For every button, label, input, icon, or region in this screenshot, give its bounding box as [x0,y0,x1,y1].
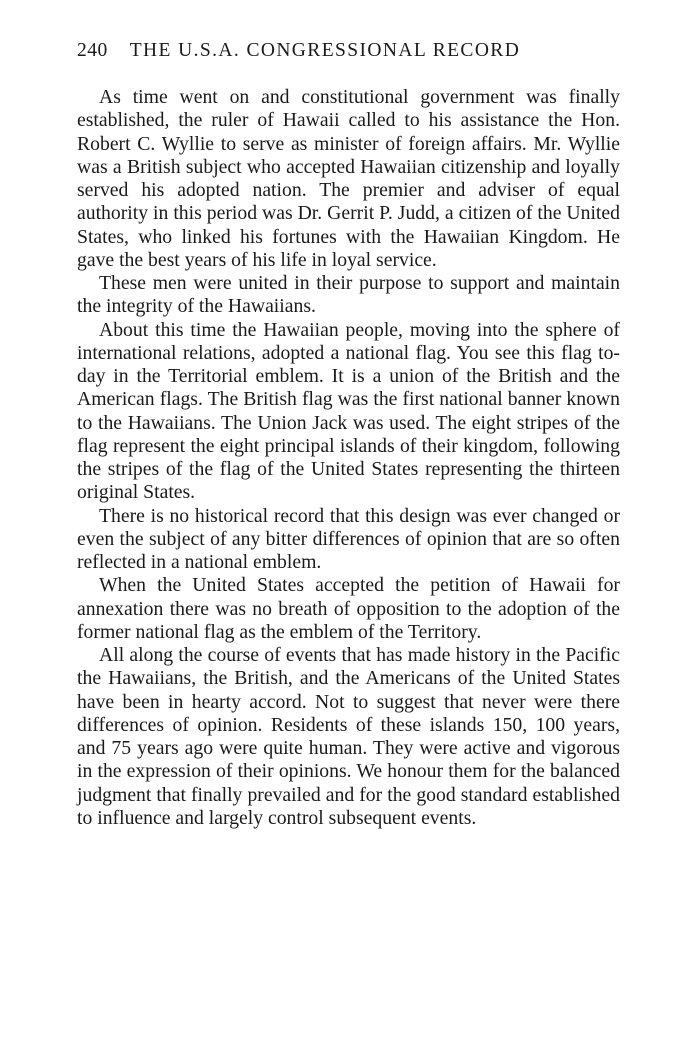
page-number: 240 [77,40,108,61]
book-page [77,40,620,830]
paragraph: There is no historical record that this design was ever changed or even the subject of any bitter differences of opinion that are so often reflected in a national emblem. [77,504,620,573]
body-text [77,86,620,830]
paragraph: When the United States accepted the petition of Hawaii for annexation there was no breath of opposition to the adoption of the former national flag as the emblem of the Territory. [77,574,620,643]
paragraph: All along the course of events that has made history in the Pacific the Hawaiians, the British, and the Americans of the United States have been in hearty accord. Not to suggest that never were there differences of opinion. Residents of these islands 150, 100 years, and 75 years ago were quite human. They were active and vigorous in the expression of their opinions. We honour them for the balanced judgment that finally prevailed and for the good standard established to influence and largely control subsequent events. [77,644,620,829]
paragraph: As time went on and constitutional government was finally established, the ruler of Hawaii called to his assistance the Hon. Robert C. Wyllie to serve as minister of foreign affairs. Mr. Wyllie was a British subject who accepted Hawaiian citizenship and loyally served his adopted nation. The premier and adviser of equal authority in this period was Dr. Gerrit P. Judd, a citizen of the United States, who linked his fortunes with the Hawaiian Kingdom. He gave the best years of his life in loyal service. [77,86,620,271]
paragraph: These men were united in their purpose to support and maintain the integrity of the Hawaiians. [77,272,620,318]
page-header [77,40,620,70]
running-head: THE U.S.A. CONGRESSIONAL RECORD [129,40,521,61]
paragraph: About this time the Hawaiian people, moving into the sphere of international relations, adopted a national flag. You see this flag to-day in the Territorial emblem. It is a union of the British and the American flags. The British flag was the first national banner known to the Hawaiians. The Union Jack was used. The eight stripes of the flag represent the eight principal islands of their kingdom, following the stripes of the flag of the United States representing the thirteen original States. [77,318,620,504]
